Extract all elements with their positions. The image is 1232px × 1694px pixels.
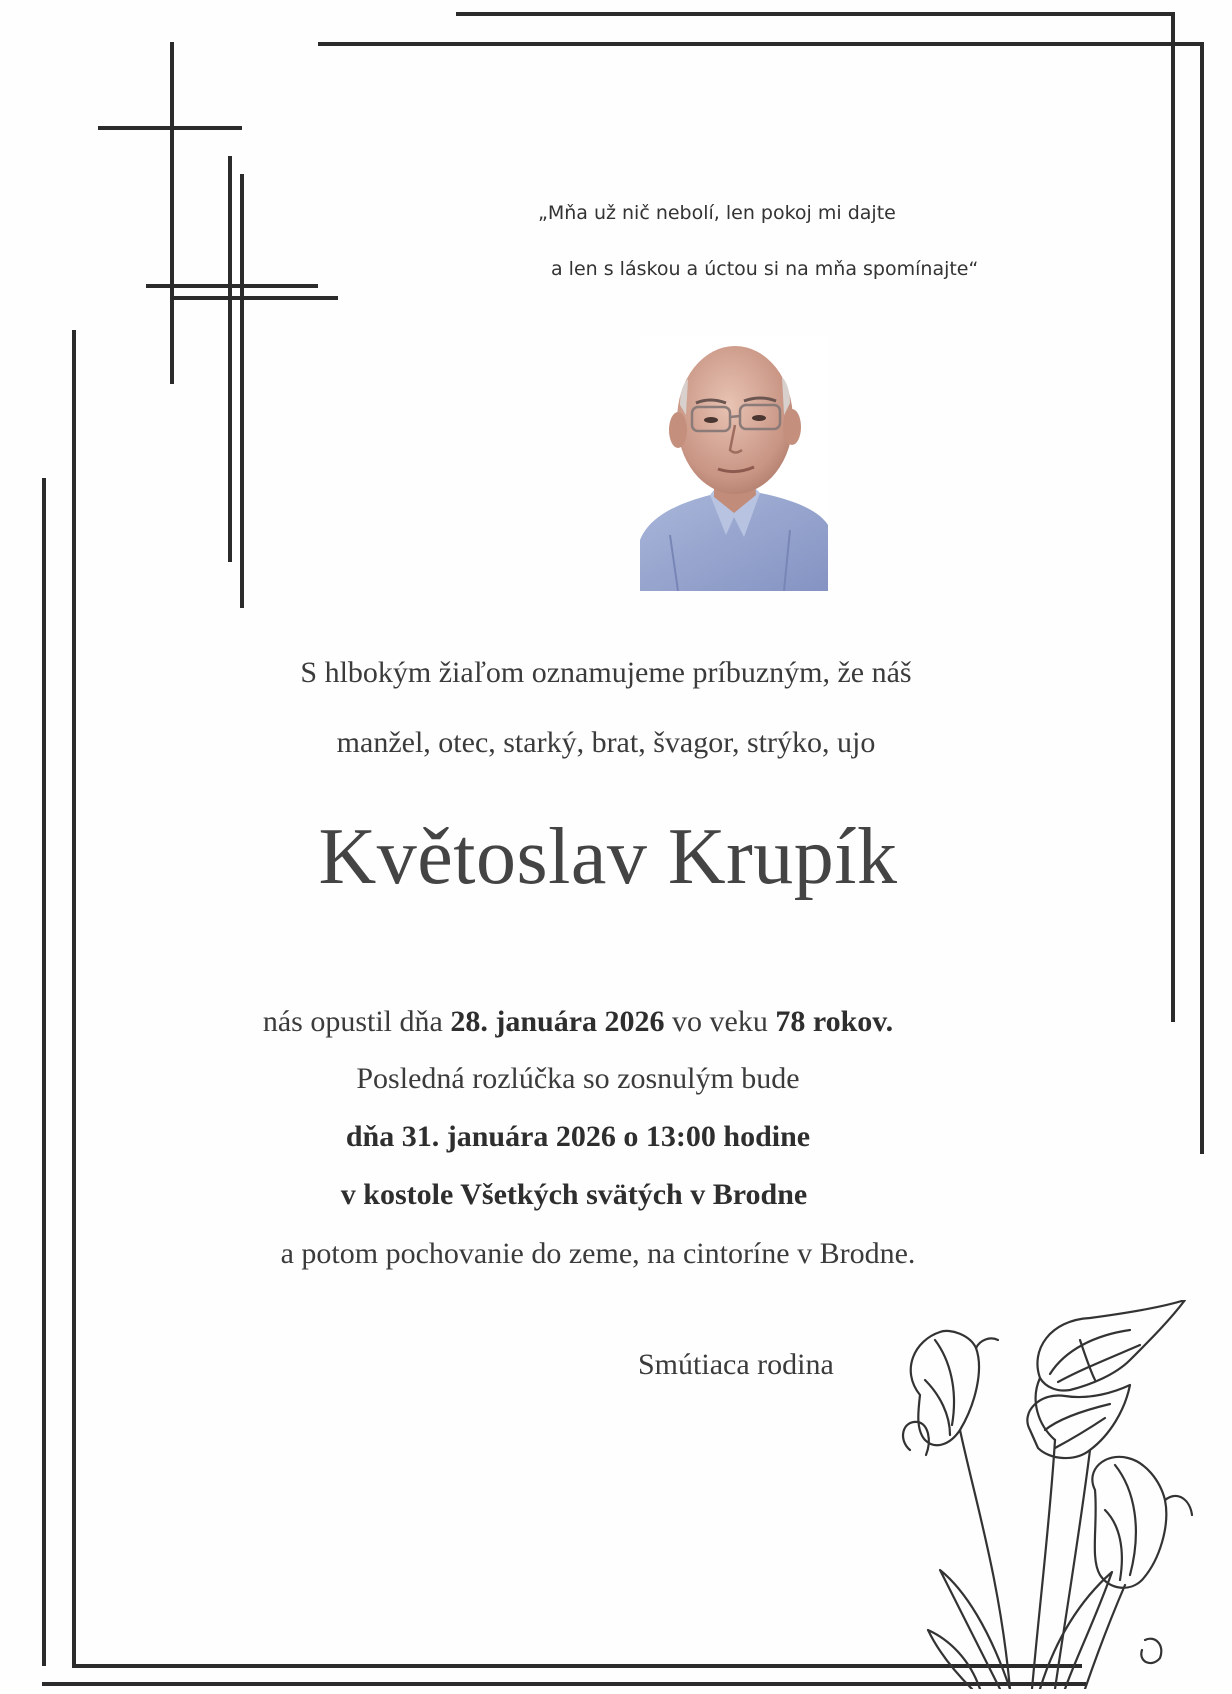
calla-lily-icon (880, 1300, 1200, 1689)
frame-top-line-outer (456, 12, 1172, 16)
quote-line-1: „Mňa už nič nebolí, len pokoj mi dajte (538, 202, 896, 224)
death-line (0, 1005, 1194, 1039)
age: 78 rokov. (775, 1005, 894, 1038)
frame-left-line-inner (72, 330, 76, 1666)
frame-top-line-inner (318, 42, 1204, 46)
farewell-time (0, 1120, 1194, 1154)
quote-line-2: a len s láskou a úctou si na mňa spomínajte“ (551, 258, 979, 280)
intro-line-1: S hlbokým žiaľom oznamujeme príbuzným, že náš (300, 656, 912, 689)
deceased-name: Květoslav Krupík (318, 813, 898, 901)
farewell-time-text: dňa 31. januára 2026 o 13:00 hodine (345, 1120, 811, 1153)
portrait-photo (640, 335, 828, 591)
farewell-intro: Posledná rozlúčka so zosnulým bude (356, 1062, 800, 1095)
death-date: 28. januára 2026 (450, 1005, 665, 1038)
burial-line: a potom pochovanie do zeme, na cintoríne v Brodne. (280, 1237, 916, 1270)
intro-line-2: manžel, otec, starký, brat, švagor, strýko, ujo (336, 726, 876, 759)
farewell-place-text: v kostole Všetkých svätých v Brodne (340, 1178, 808, 1211)
frame-right-line-inner (1200, 42, 1204, 1154)
signature: Smútiaca rodina (638, 1348, 834, 1381)
farewell-place (0, 1178, 1190, 1212)
death-prefix: nás opustil dňa (262, 1005, 451, 1038)
death-mid: vo veku (664, 1005, 776, 1038)
